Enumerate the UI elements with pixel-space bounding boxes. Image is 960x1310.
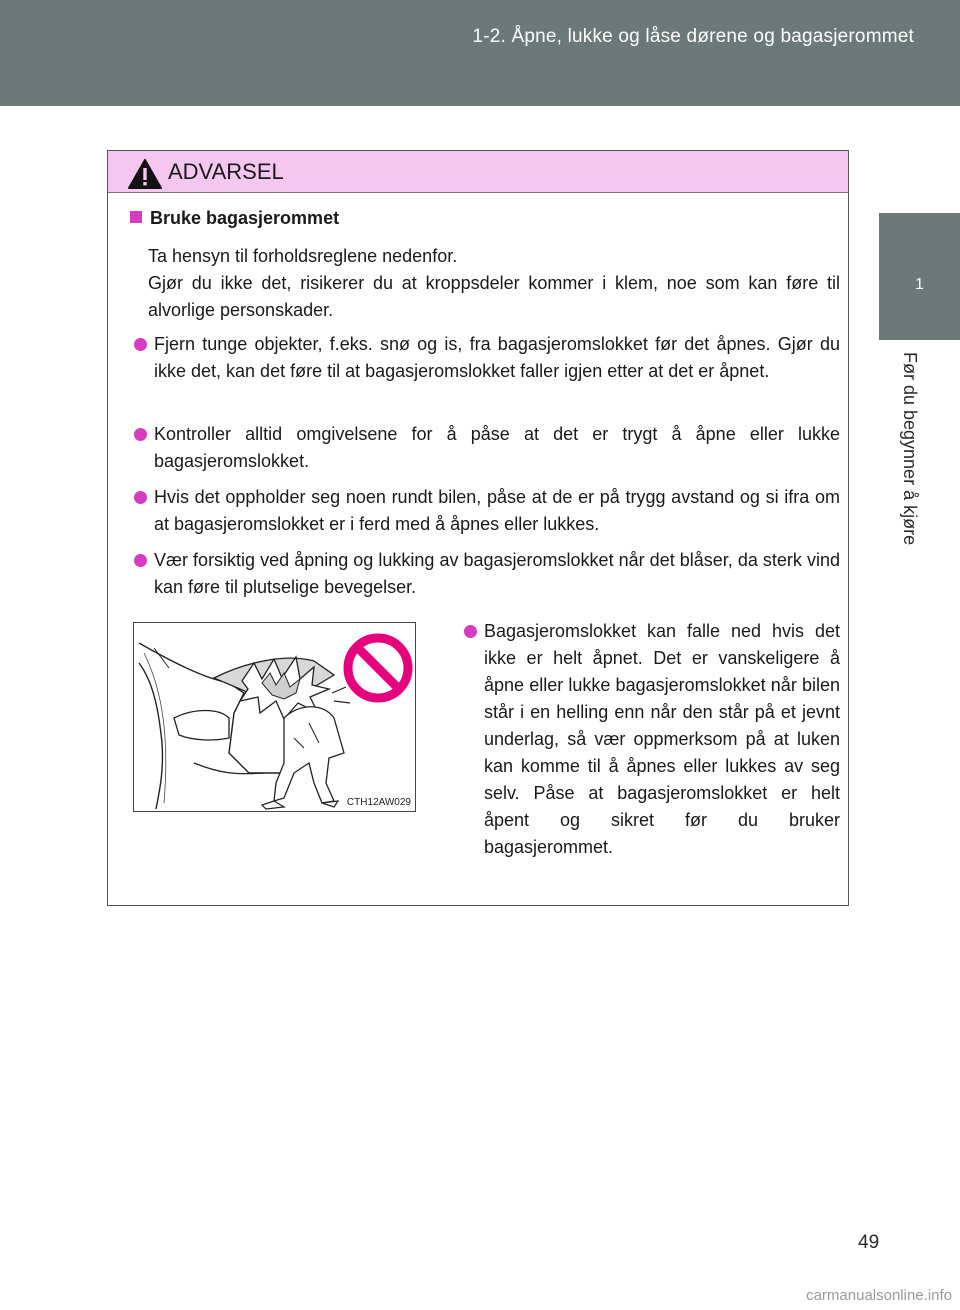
circle-bullet-icon [134, 428, 147, 441]
section-heading-text: Bruke bagasjerommet [150, 208, 340, 228]
circle-bullet-icon [134, 338, 147, 351]
bullet-text: Hvis det oppholder seg noen rundt bilen, påse at de er på trygg avstand og si ifra om at bagasjeromslokket er i ferd med å åpnes eller lukkes. [154, 487, 840, 534]
figure-code: CTH12AW029 [346, 797, 411, 808]
page-number: 49 [858, 1232, 880, 1253]
side-bullet-text: Bagasjeromslokket kan falle ned hvis det ikke er helt åpnet. Det er vanskeligere å åpne eller lukke bagasjeromslokket når bilen står i en helling enn når den står på et jevnt underlag, så vær oppmerksom på at luken kan komme til å åpnes eller lukkes av seg selv. Påse at bagasjeromslokket er helt åpent og sikret før du bruker bagasjerommet. [484, 621, 840, 857]
chapter-side-label-wrap [898, 352, 922, 582]
intro-paragraph-1: Ta hensyn til forholdsreglene nedenfor. [148, 246, 458, 266]
bullet-text: Kontroller alltid omgivelsene for å påse at det er trygt å åpne eller lukke bagasjeromslokket. [154, 424, 840, 471]
section-heading [130, 208, 339, 229]
square-bullet-icon [130, 211, 142, 223]
trunk-warning-illustration [133, 622, 416, 812]
warning-triangle-icon [127, 158, 163, 190]
car-trunk-drawing [134, 623, 415, 811]
warning-box [107, 150, 849, 906]
bullet-text: Vær forsiktig ved åpning og lukking av bagasjeromslokket når det blåser, da sterk vind kan føre til plutselige bevegelser. [154, 550, 840, 597]
bullet-item [134, 331, 840, 385]
chapter-tab [879, 213, 960, 340]
side-bullet-item [464, 618, 840, 861]
circle-bullet-icon [464, 625, 477, 638]
circle-bullet-icon [134, 491, 147, 504]
bullet-text: Fjern tunge objekter, f.eks. snø og is, fra bagasjeromslokket før det åpnes. Gjør du ikke det, kan det føre til at bagasjeromslokket faller igjen etter at det er åpnet. [154, 334, 840, 381]
bullet-item [134, 547, 840, 601]
intro-paragraph-2: Gjør du ikke det, risikerer du at kroppsdeler kommer i klem, noe som kan føre til alvorlige personskader. [148, 273, 840, 320]
bullet-item [134, 484, 840, 538]
circle-bullet-icon [134, 554, 147, 567]
chapter-side-label: Før du begynner å kjøre [900, 352, 920, 546]
page-header [0, 0, 960, 106]
warning-title: ADVARSEL [168, 159, 284, 184]
warning-header [108, 151, 848, 193]
chapter-number: 1 [915, 276, 924, 293]
chapter-title: 1-2. Åpne, lukke og låse dørene og bagasjerommet [472, 26, 914, 47]
watermark: carmanualsonline.info [806, 1287, 952, 1304]
bullet-item [134, 421, 840, 475]
